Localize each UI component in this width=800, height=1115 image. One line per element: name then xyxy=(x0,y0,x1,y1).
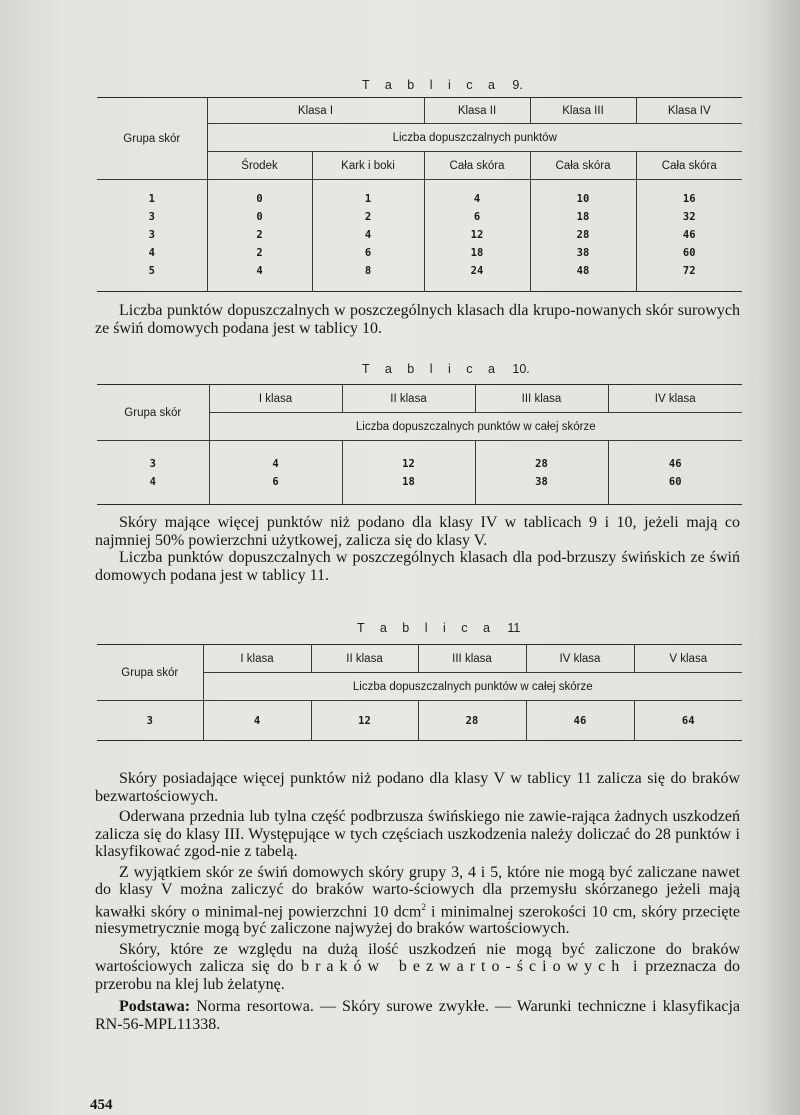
table-cell: 24 xyxy=(424,262,530,280)
table-cell: 2 xyxy=(207,226,312,244)
table-cell: 38 xyxy=(475,473,608,491)
table-cell: 2 xyxy=(207,244,312,262)
table-row xyxy=(97,244,742,262)
table-cell: 10 xyxy=(530,190,636,208)
paragraph-text: Oderwana przednia lub tylna część podbrzusza świńskiego nie zawie-rająca żadnych uszkodzeń zalicza się do klasy III. Występujące w tych częściach uszkodzenia należy doliczać do 28 punktów i klasyfikować zgod-nie z tabelą. xyxy=(95,808,740,860)
superscript: 2 xyxy=(421,901,426,912)
table-cell: 12 xyxy=(342,455,475,473)
table-cell: 6 xyxy=(424,208,530,226)
paragraph-text: Skóry mające więcej punktów niż podano dla klasy IV w tablicach 9 i 10, jeżeli mają co najmniej 50% powierzchni użytkowej, zalicza się do klasy V. xyxy=(95,514,740,549)
table-row xyxy=(97,473,742,491)
table10-subheader: Liczba dopuszczalnych punktów w całej skórze xyxy=(209,413,742,441)
table-cell: 18 xyxy=(424,244,530,262)
table-cell: 3 xyxy=(148,228,155,241)
table-cell: 5 xyxy=(148,264,155,277)
table9-subheader: Liczba dopuszczalnych punktów xyxy=(207,124,742,152)
table-cell: 3 xyxy=(148,210,155,223)
table-cell: 60 xyxy=(636,244,742,262)
table11-class-header: V klasa xyxy=(634,645,742,673)
table10-class-header: IV klasa xyxy=(608,385,742,413)
table10-group-header: Grupa skór xyxy=(97,385,209,441)
table-row xyxy=(97,262,742,280)
table-9 xyxy=(97,97,742,292)
table10-number: 10. xyxy=(512,362,530,376)
page-number: 454 xyxy=(90,1097,113,1113)
table9-region-header: Kark i boki xyxy=(312,152,424,180)
table-cell: 6 xyxy=(312,244,424,262)
table-cell: 28 xyxy=(475,455,608,473)
spaced-emphasis: braków bezwarto-ściowych xyxy=(301,958,626,976)
paragraph-text xyxy=(95,864,740,938)
table-cell: 4 xyxy=(312,226,424,244)
table11-class-header: I klasa xyxy=(203,645,311,673)
table-cell: 4 xyxy=(148,246,155,259)
table10-class-header: II klasa xyxy=(342,385,475,413)
table9-class-header: Klasa III xyxy=(530,98,636,124)
paragraph-text xyxy=(95,941,740,994)
table-11 xyxy=(97,644,742,741)
table-cell: 46 xyxy=(526,701,634,741)
table9-region-header: Środek xyxy=(207,152,312,180)
paragraph-text: Skóry posiadające więcej punktów niż podano dla klasy V w tablicy 11 zalicza się do braków bezwartościowych. xyxy=(95,770,740,805)
table-cell: 64 xyxy=(634,701,742,741)
table9-number: 9. xyxy=(512,78,523,92)
table-cell: 12 xyxy=(311,701,418,741)
table-cell: 4 xyxy=(149,475,156,488)
table-cell: 0 xyxy=(207,208,312,226)
table-cell: 0 xyxy=(207,190,312,208)
table11-number: 11 xyxy=(507,621,521,635)
table9-group-header: Grupa skór xyxy=(97,98,207,180)
table-cell: 46 xyxy=(636,226,742,244)
table-cell: 38 xyxy=(530,244,636,262)
table-cell: 3 xyxy=(149,457,156,470)
table-row xyxy=(97,701,742,741)
table-cell: 8 xyxy=(312,262,424,280)
table9-region-header: Cała skóra xyxy=(530,152,636,180)
table-cell: 3 xyxy=(146,714,153,727)
table11-group-header: Grupa skór xyxy=(97,645,203,701)
basis-text: Norma resortowa. — Skóry surowe zwykłe. — Warunki techniczne i klasyfikacja RN-56-MPL11338. xyxy=(95,998,741,1033)
table-cell: 28 xyxy=(530,226,636,244)
table-10 xyxy=(97,384,742,505)
paragraph xyxy=(95,302,740,337)
table9-title xyxy=(362,78,523,92)
table-row xyxy=(97,190,742,208)
table11-class-header: III klasa xyxy=(418,645,526,673)
paragraph-span: Skóry, które ze względu na dużą ilość uszkodzeń nie mogą być zaliczone do braków wartościowych zalicza się do xyxy=(95,940,740,976)
table-cell: 48 xyxy=(530,262,636,280)
table11-class-header: II klasa xyxy=(311,645,418,673)
table11-title-text: T a b l i c a xyxy=(357,621,496,635)
table-cell: 4 xyxy=(207,262,312,280)
table-row xyxy=(97,455,742,473)
table10-class-header: III klasa xyxy=(475,385,608,413)
table10-title xyxy=(362,362,530,376)
table-row xyxy=(97,208,742,226)
table-cell: 1 xyxy=(148,192,155,205)
paragraph-span: i przeznacza do przerobu na klej lub żelatynę. xyxy=(95,958,741,993)
table-cell: 46 xyxy=(608,455,742,473)
table-cell: 1 xyxy=(312,190,424,208)
table-cell: 72 xyxy=(636,262,742,280)
table9-class-header: Klasa I xyxy=(207,98,424,124)
page-edge-shadow xyxy=(762,0,800,1115)
table9-class-header: Klasa II xyxy=(424,98,530,124)
table-row xyxy=(97,226,742,244)
table9-region-header: Cała skóra xyxy=(424,152,530,180)
table9-class-header: Klasa IV xyxy=(636,98,742,124)
table-cell: 18 xyxy=(342,473,475,491)
table-cell: 12 xyxy=(424,226,530,244)
paragraph xyxy=(95,770,740,1033)
table-cell: 4 xyxy=(203,701,311,741)
table11-class-header: IV klasa xyxy=(526,645,634,673)
table9-title-text: T a b l i c a xyxy=(362,78,501,92)
table10-title-text: T a b l i c a xyxy=(362,362,501,376)
table-cell: 60 xyxy=(608,473,742,491)
paragraph-text: Liczba punktów dopuszczalnych w poszczególnych klasach dla pod-brzuszy świńskich ze świń domowych podana jest w tablicy 11. xyxy=(95,549,740,584)
paragraph-text: Liczba punktów dopuszczalnych w poszczególnych klasach dla krupo-nowanych skór surowych ze świń domowych podana jest w tablicy 10. xyxy=(95,302,740,337)
basis-label: Podstawa: xyxy=(119,998,191,1016)
paragraph-text xyxy=(95,998,740,1033)
paragraph xyxy=(95,514,740,584)
table-cell: 6 xyxy=(209,473,342,491)
table9-region-header: Cała skóra xyxy=(636,152,742,180)
paragraph-span: Z wyjątkiem skór ze świń domowych skóry grupy 3, 4 i 5, które nie mogą być zaliczane nawet do klasy V można zaliczyć do braków warto-ściowych dla przemysłu skórzanego jeżeli mają kawałki skóry o minimal-nej powierzchni 10 dcm xyxy=(95,863,740,920)
table-cell: 2 xyxy=(312,208,424,226)
table-cell: 16 xyxy=(636,190,742,208)
table-cell: 32 xyxy=(636,208,742,226)
table-cell: 18 xyxy=(530,208,636,226)
table11-title xyxy=(357,621,520,635)
table-cell: 4 xyxy=(424,190,530,208)
paragraph-span: i minimalnej szerokości 10 cm, skóry przecięte niesymetrycznie mogą być zaliczone najwyżej do braków wartościowych. xyxy=(95,902,741,938)
table-cell: 28 xyxy=(418,701,526,741)
table11-subheader: Liczba dopuszczalnych punktów w całej skórze xyxy=(203,673,742,701)
table10-class-header: I klasa xyxy=(209,385,342,413)
table-cell: 4 xyxy=(209,455,342,473)
